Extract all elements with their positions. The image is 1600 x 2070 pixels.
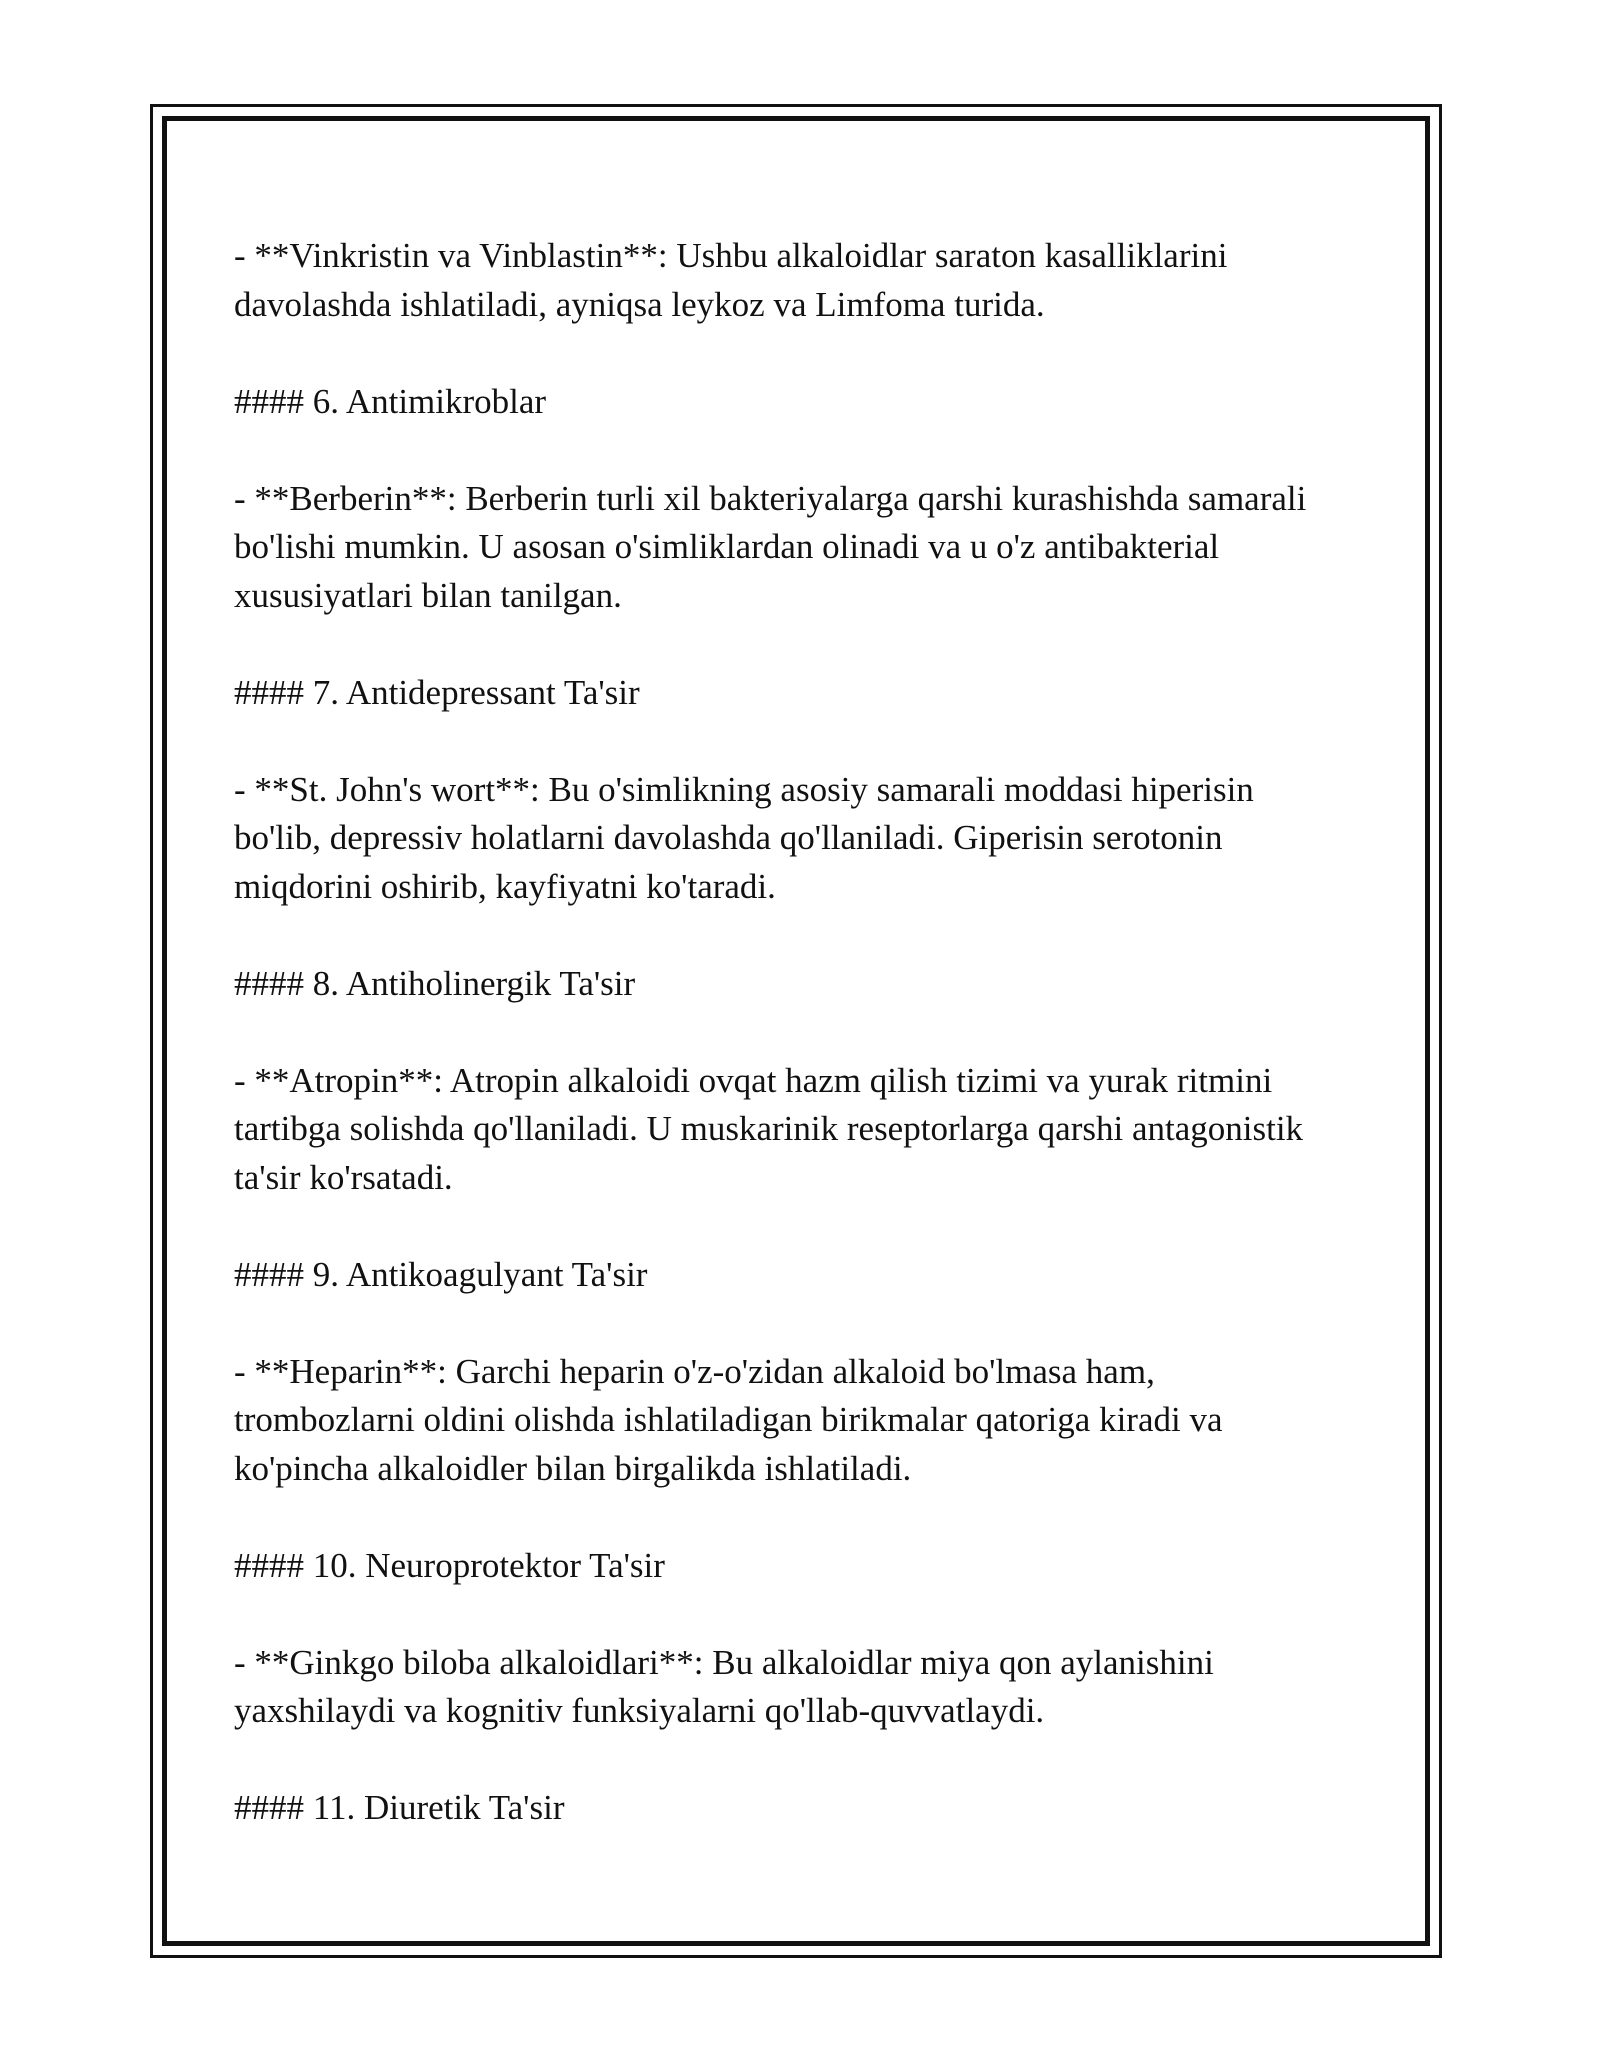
list-item-vinkristin: [234, 232, 1374, 329]
section-heading-8: [234, 960, 1374, 1009]
text-line: ta'sir ko'rsatadi.: [234, 1157, 453, 1197]
heading-text: #### 9. Antikoagulyant Ta'sir: [234, 1254, 648, 1294]
text-line: - **Heparin**: Garchi heparin o'z-o'zidan alkaloid bo'lmasa ham,: [234, 1351, 1155, 1391]
heading-text: #### 6. Antimikroblar: [234, 381, 547, 421]
heading-text: #### 11. Diuretik Ta'sir: [234, 1788, 565, 1827]
heading-text: #### 8. Antiholinergik Ta'sir: [234, 963, 636, 1003]
text-line: davolashda ishlatiladi, ayniqsa leykoz va Limfoma turida.: [234, 284, 1045, 324]
text-line: tartibga solishda qo'llaniladi. U muskarinik reseptorlarga qarshi antagonistik: [234, 1109, 1304, 1148]
text-line: bo'lib, depressiv holatlarni davolashda qo'llaniladi. Giperisin serotonin: [234, 818, 1223, 857]
list-item-ginkgo-biloba: [234, 1639, 1374, 1736]
text-line: - **Ginkgo biloba alkaloidlari**: Bu alkaloidlar miya qon aylanishini: [234, 1642, 1214, 1682]
list-item-heparin: [234, 1348, 1374, 1494]
list-item-berberin: [234, 475, 1374, 621]
text-line: bo'lishi mumkin. U asosan o'simliklardan olinadi va u o'z antibakterial: [234, 527, 1220, 566]
section-heading-10: [234, 1542, 1374, 1591]
text-line: trombozlarni oldini olishda ishlatiladigan birikmalar qatoriga kiradi va: [234, 1400, 1223, 1439]
text-line: - **St. John's wort**: Bu o'simlikning asosiy samarali moddasi hiperisin: [234, 769, 1254, 809]
heading-text: #### 10. Neuroprotektor Ta'sir: [234, 1545, 665, 1585]
section-heading-9: [234, 1251, 1374, 1300]
heading-text: #### 7. Antidepressant Ta'sir: [234, 672, 640, 712]
section-heading-7: [234, 669, 1374, 718]
text-line: - **Atropin**: Atropin alkaloidi ovqat hazm qilish tizimi va yurak ritmini: [234, 1060, 1273, 1100]
text-line: yaxshilaydi va kognitiv funksiyalarni qo'llab-quvvatlaydi.: [234, 1691, 1045, 1730]
section-heading-6: [234, 378, 1374, 427]
document-body: [234, 232, 1374, 1881]
text-line: - **Vinkristin va Vinblastin**: Ushbu alkaloidlar saraton kasalliklarini: [234, 236, 1228, 275]
text-line: xususiyatlari bilan tanilgan.: [234, 575, 622, 615]
section-heading-11: [234, 1784, 1374, 1833]
list-item-atropin: [234, 1057, 1374, 1203]
text-line: miqdorini oshirib, kayfiyatni ko'taradi.: [234, 866, 776, 906]
text-line: ko'pincha alkaloidler bilan birgalikda ishlatiladi.: [234, 1448, 912, 1488]
list-item-st-johns-wort: [234, 766, 1374, 912]
text-line: - **Berberin**: Berberin turli xil bakteriyalarga qarshi kurashishda samarali: [234, 478, 1307, 518]
